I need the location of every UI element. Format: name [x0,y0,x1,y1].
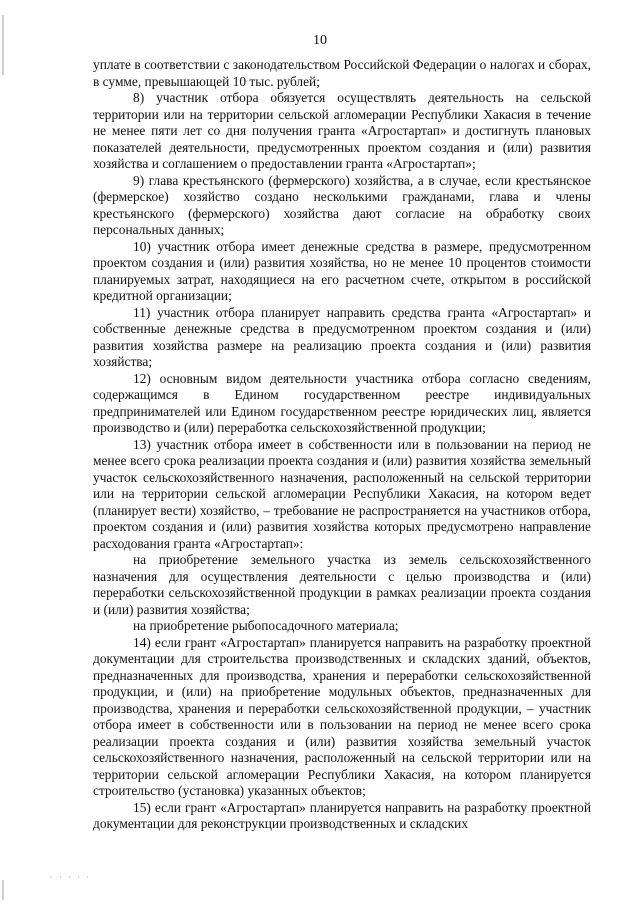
paragraph-item-15: 15) если грант «Агростартап» планируется направить на разработку проектной документации для реконструкции производственных и складских [93,799,591,831]
paragraph-item-14: 14) если грант «Агростартап» планируется направить на разработку проектной документации для строительства производственных и складских зданий, объектов, предназначенных для производства, хранения и переработки сельскохозяйственной продукции, и (или) на приобретение модульных объектов, предназначенных для производства, хранения и переработки сельскохозяйственной продукции, – участник отбора имеет в собственности или в пользовании на период не менее всего срока реализации проекта создания и (или) развития хозяйства земельный участок сельскохозяйственного назначения, расположенный на сельской территории или на территории сельской агломерации Республики Хакасия, на котором планируется строительство (установка) указанных объектов; [93,634,591,798]
paragraph-item-8: 8) участник отбора обязуется осуществлять деятельность на сельской территории или на территории сельской агломерации Республики Хакасия в течение не менее пяти лет со дня получения гранта «Агростартап» и достигнуть плановых показателей деятельности, предусмотренных проектом создания и (или) развития хозяйства и соглашением о предоставлении гранта «Агростартап»; [93,90,591,171]
paragraph-item-9: 9) глава крестьянского (фермерского) хозяйства, а в случае, если крестьянское (фермерское) хозяйство создано несколькими гражданами, глава и члены крестьянского (фермерского) хозяйства дают согласие на обработку своих персональных данных; [93,172,591,237]
document-body [93,57,591,833]
scan-edge-mark [2,880,4,900]
paragraph-subitem-fish: на приобретение рыбопосадочного материала; [133,618,399,633]
paragraph-item-13: 13) участник отбора имеет в собственности или в пользовании на период не менее всего срока реализации проекта создания и (или) развития хозяйства земельный участок сельскохозяйственного назначения, расположенный на сельской территории или на территории сельской агломерации Республики Хакасия, на котором ведет (планирует вести) хозяйство, – требование не распространяется на участников отбора, проектом создания и (или) развития хозяйства которых предусмотрено направление расходования гранта «Агростартап»: [93,436,591,551]
paragraph-item-10: 10) участник отбора имеет денежные средства в размере, предусмотренном проектом создания и (или) развития хозяйства, но не менее 10 процентов стоимости планируемых затрат, находящиеся на его расчетном счете, открытом в российской кредитной организации; [93,238,591,303]
paragraph-continuation: уплате в соответствии с законодательством Российской Федерации о налогах и сборах, в сумме, превышающей 10 тыс. рублей; [93,57,591,89]
scan-noise: · · · · · [50,873,91,882]
paragraph-item-11: 11) участник отбора планирует направить средства гранта «Агростартап» и собственные денежные средства в предусмотренном проектом создания и (или) развития хозяйства размере на реализацию проекта создания и (или) развития хозяйства; [93,304,591,369]
paragraph-item-12: 12) основным видом деятельности участника отбора согласно сведениям, содержащимся в Едином государственном реестре индивидуальных предпринимателей или Едином государственном реестре юридических лиц, является производство и (или) переработка сельскохозяйственной продукции; [93,370,591,435]
paragraph-subitem-land: на приобретение земельного участка из земель сельскохозяйственного назначения для осуществления деятельности с целью производства и (или) переработки сельскохозяйственной продукции в рамках реализации проекта создания и (или) развития хозяйства; [93,552,591,617]
page-number: 10 [313,33,327,48]
